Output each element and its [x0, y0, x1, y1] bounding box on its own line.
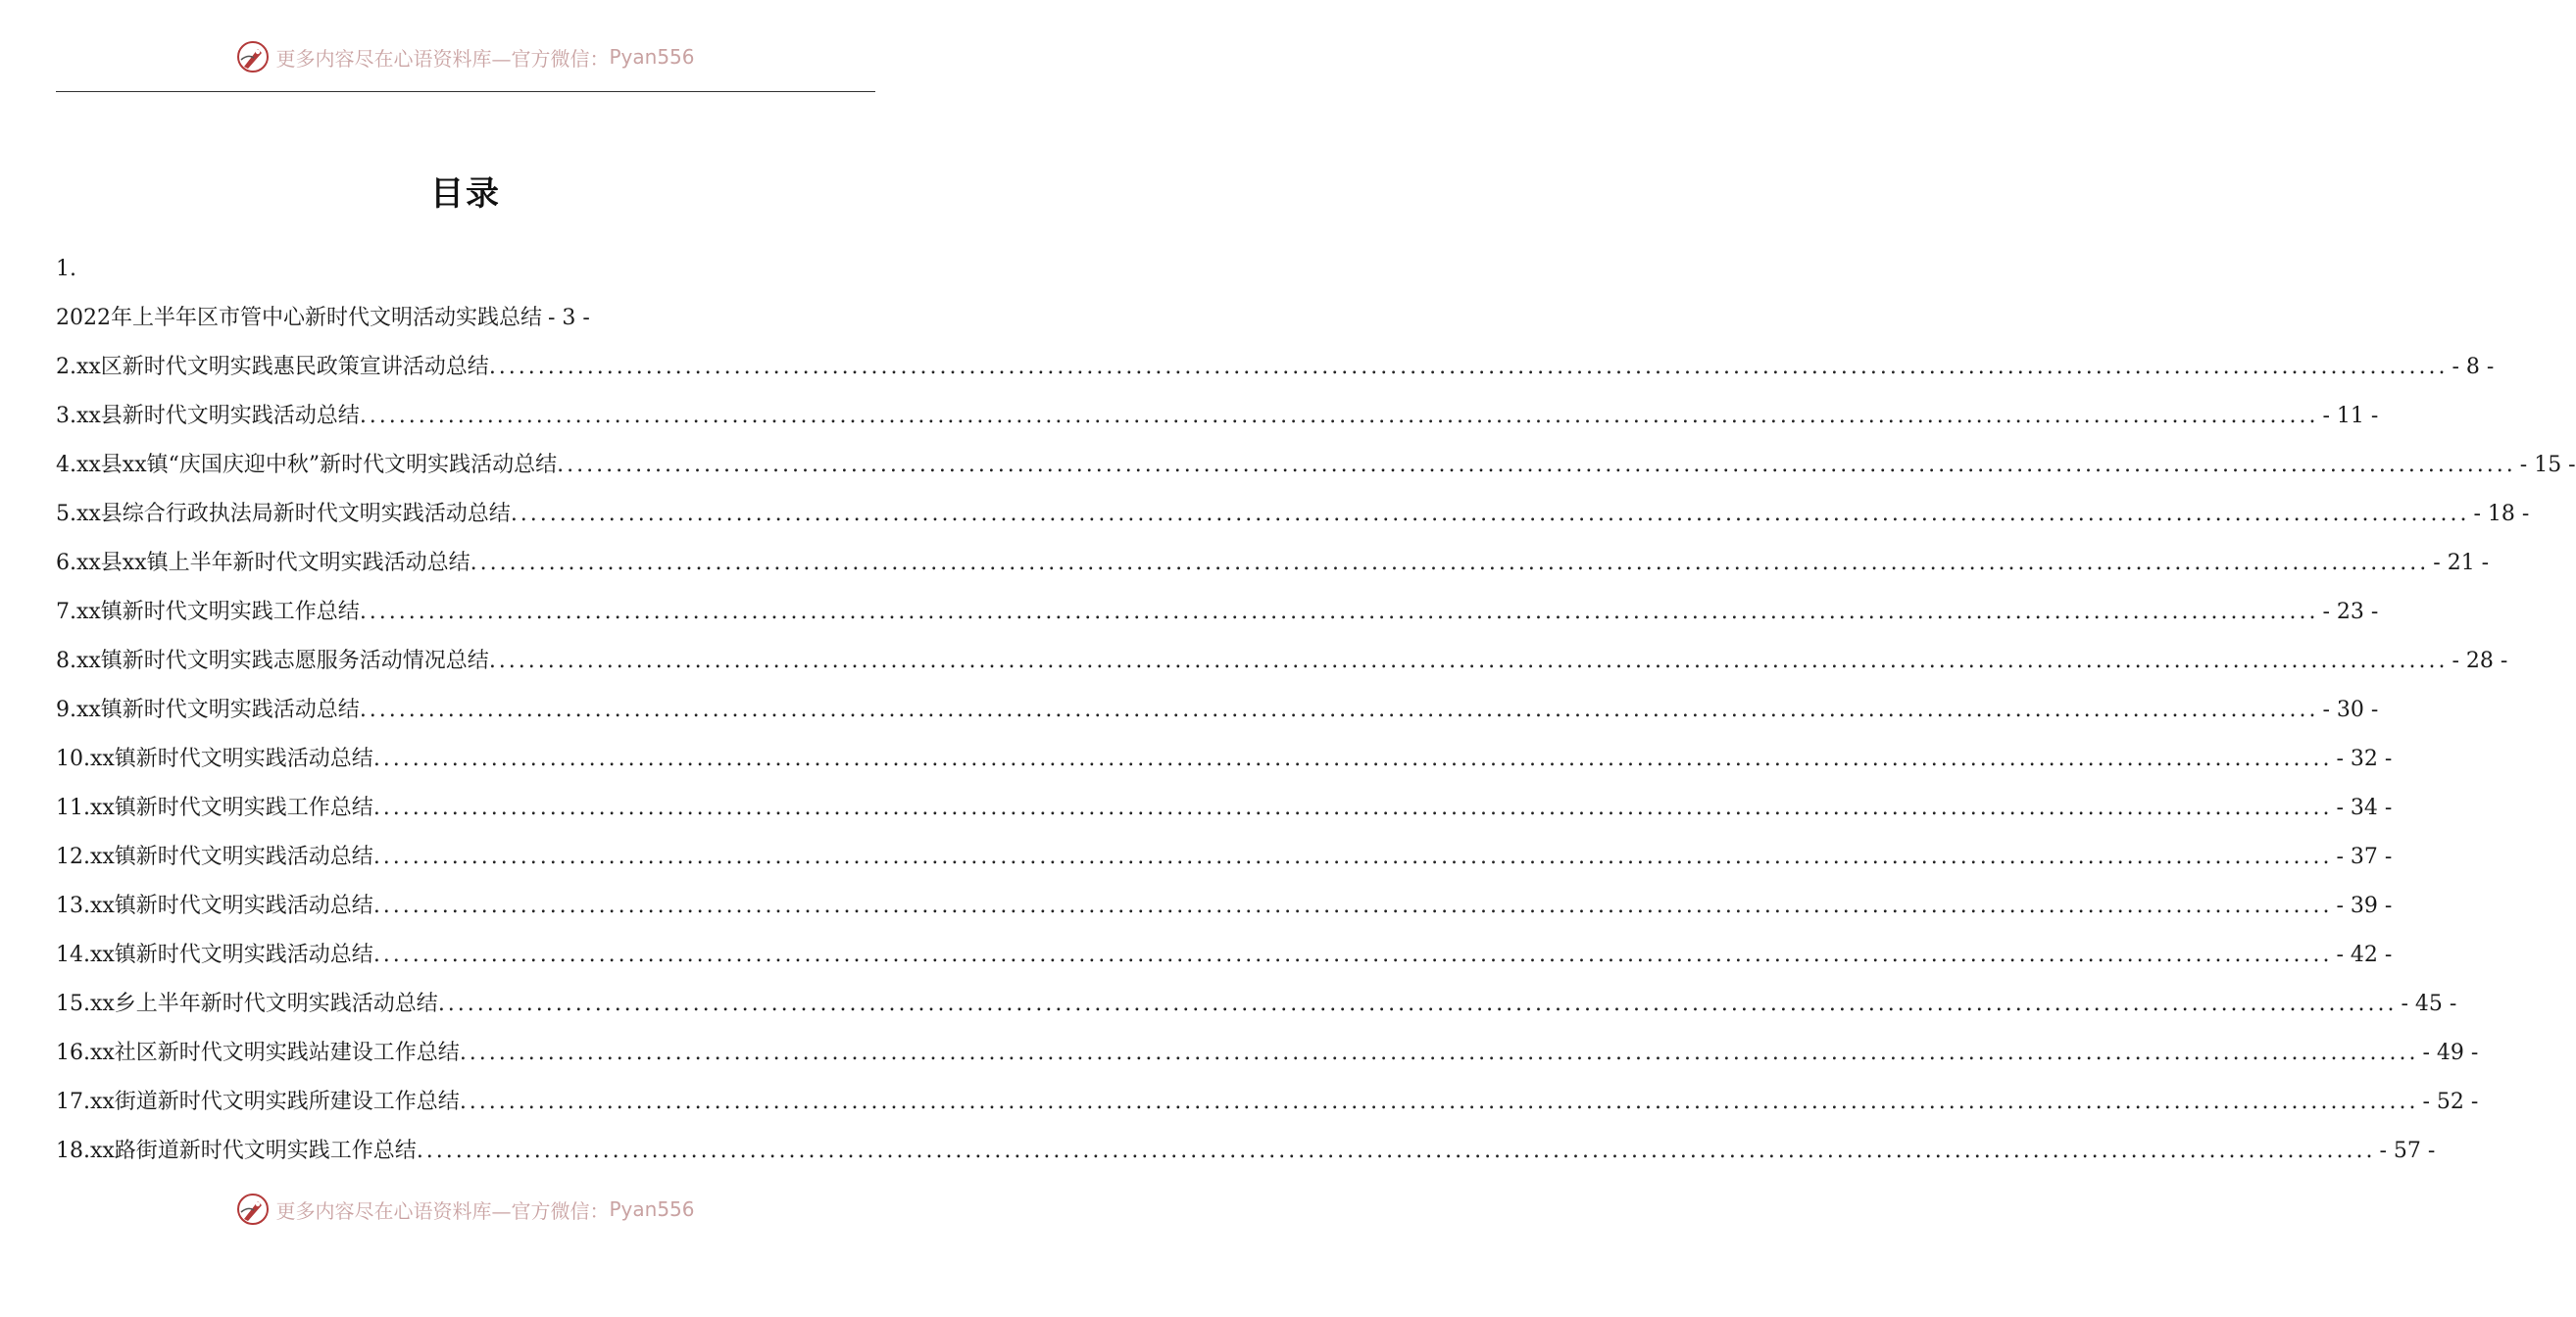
- toc-dot-leader: ........................................................................................................................................................................................................: [488, 355, 2449, 379]
- toc-dot-leader: ........................................................................................................................................................................................................: [359, 698, 2319, 722]
- toc-entry-title: 13.xx镇新时代文明实践活动总结: [56, 894, 373, 918]
- toc-entry-title: 15.xx乡上半年新时代文明实践活动总结: [56, 992, 438, 1016]
- toc-dot-leader: ........................................................................................................................................................................................................: [416, 1139, 2376, 1163]
- toc-dot-leader: ........................................................................................................................................................................................................: [510, 502, 2470, 526]
- toc-entry-title: 12.xx镇新时代文明实践活动总结: [56, 845, 373, 869]
- toc-dot-leader: ........................................................................................................................................................................................................: [372, 796, 2333, 820]
- toc-entry-title: 4.xx县xx镇“庆国庆迎中秋”新时代文明实践活动总结: [56, 453, 558, 477]
- footer-watermark: [0, 1190, 931, 1229]
- toc-entry[interactable]: [56, 1127, 2436, 1176]
- toc-entry[interactable]: [56, 1078, 2479, 1127]
- toc-entry-title: 11.xx镇新时代文明实践工作总结: [56, 796, 373, 820]
- toc-entry-title: 16.xx社区新时代文明实践站建设工作总结: [56, 1041, 460, 1065]
- toc-entry[interactable]: [56, 686, 2379, 735]
- toc-page-number: - 23 -: [2322, 600, 2379, 624]
- toc-entry[interactable]: [56, 833, 2393, 882]
- header-divider: [56, 91, 875, 92]
- toc-page-number: - 3 -: [548, 306, 590, 330]
- table-of-contents: [56, 245, 2576, 1176]
- toc-page-number: - 21 -: [2433, 551, 2490, 575]
- toc-entry-title: 18.xx路街道新时代文明实践工作总结: [56, 1139, 417, 1163]
- pen-nib-logo-icon: [236, 1193, 270, 1226]
- toc-dot-leader: ........................................................................................................................................................................................................: [372, 894, 2333, 918]
- toc-entry-title: 10.xx镇新时代文明实践活动总结: [56, 747, 373, 771]
- toc-entry[interactable]: [56, 294, 875, 343]
- toc-page-number: - 8 -: [2452, 355, 2495, 379]
- watermark-wechat-id: Pyan556: [609, 45, 695, 69]
- toc-page-number: - 15 -: [2519, 453, 2576, 477]
- toc-dot-leader: ........................................................................................................................................................................................................: [372, 747, 2333, 771]
- toc-entry[interactable]: [56, 980, 2457, 1029]
- toc-page-number: - 52 -: [2422, 1090, 2479, 1114]
- toc-entry[interactable]: [56, 588, 2379, 637]
- toc-entry[interactable]: [56, 343, 2495, 392]
- toc-page-number: - 32 -: [2336, 747, 2393, 771]
- toc-page-number: - 11 -: [2322, 404, 2379, 428]
- pen-nib-logo-icon: [236, 40, 270, 73]
- toc-entry-title: 2.xx区新时代文明实践惠民政策宣讲活动总结: [56, 355, 489, 379]
- toc-entry[interactable]: [56, 490, 2530, 539]
- toc-page-number: - 34 -: [2336, 796, 2393, 820]
- toc-entry[interactable]: [56, 931, 2393, 980]
- toc-entry-title: 8.xx镇新时代文明实践志愿服务活动情况总结: [56, 649, 489, 673]
- toc-entry-title: 3.xx县新时代文明实践活动总结: [56, 404, 360, 428]
- toc-entry-title: 2022年上半年区市管中心新时代文明活动实践总结: [56, 306, 542, 330]
- toc-page-number: - 49 -: [2422, 1041, 2479, 1065]
- toc-entry[interactable]: [56, 784, 2393, 833]
- toc-dot-leader: ........................................................................................................................................................................................................: [488, 649, 2449, 673]
- toc-entry[interactable]: [56, 882, 2393, 931]
- toc-dot-leader: ........................................................................................................................................................................................................: [372, 943, 2333, 967]
- toc-entry[interactable]: [56, 392, 2379, 441]
- toc-entry[interactable]: [56, 539, 2490, 588]
- toc-first-number: 1.: [56, 257, 76, 281]
- toc-dot-leader: ........................................................................................................................................................................................................: [459, 1090, 2419, 1114]
- toc-page-number: - 42 -: [2336, 943, 2393, 967]
- watermark-text: 更多内容尽在心语资料库—官方微信：: [275, 46, 610, 71]
- toc-dot-leader: ........................................................................................................................................................................................................: [359, 600, 2319, 624]
- toc-entry-title: 6.xx县xx镇上半年新时代文明实践活动总结: [56, 551, 471, 575]
- toc-page-number: - 37 -: [2336, 845, 2393, 869]
- toc-entry-title: 17.xx街道新时代文明实践所建设工作总结: [56, 1090, 460, 1114]
- toc-page-number: - 39 -: [2336, 894, 2393, 918]
- toc-page-number: - 18 -: [2473, 502, 2530, 526]
- toc-entry-title: 7.xx镇新时代文明实践工作总结: [56, 600, 360, 624]
- toc-entry-title: 14.xx镇新时代文明实践活动总结: [56, 943, 373, 967]
- toc-entry[interactable]: [56, 441, 2576, 490]
- toc-entry-title: 9.xx镇新时代文明实践活动总结: [56, 698, 360, 722]
- toc-page-number: - 45 -: [2401, 992, 2457, 1016]
- watermark-wechat-id: Pyan556: [609, 1197, 695, 1221]
- toc-dot-leader: ........................................................................................................................................................................................................: [359, 404, 2319, 428]
- toc-dot-leader: ........................................................................................................................................................................................................: [557, 453, 2516, 477]
- toc-entry[interactable]: [56, 1029, 2479, 1078]
- header-watermark: [0, 37, 931, 76]
- toc-page-number: - 57 -: [2379, 1139, 2436, 1163]
- toc-dot-leader: ........................................................................................................................................................................................................: [372, 845, 2333, 869]
- page-title: 目录: [430, 174, 501, 214]
- toc-entry[interactable]: [56, 735, 2393, 784]
- toc-page-number: - 28 -: [2452, 649, 2508, 673]
- watermark-text: 更多内容尽在心语资料库—官方微信：: [275, 1198, 610, 1223]
- toc-entry-title: 5.xx县综合行政执法局新时代文明实践活动总结: [56, 502, 511, 526]
- toc-dot-leader: ........................................................................................................................................................................................................: [437, 992, 2398, 1016]
- toc-entry[interactable]: [56, 637, 2508, 686]
- toc-dot-leader: ........................................................................................................................................................................................................: [470, 551, 2430, 575]
- toc-dot-leader: ........................................................................................................................................................................................................: [459, 1041, 2419, 1065]
- toc-page-number: - 30 -: [2322, 698, 2379, 722]
